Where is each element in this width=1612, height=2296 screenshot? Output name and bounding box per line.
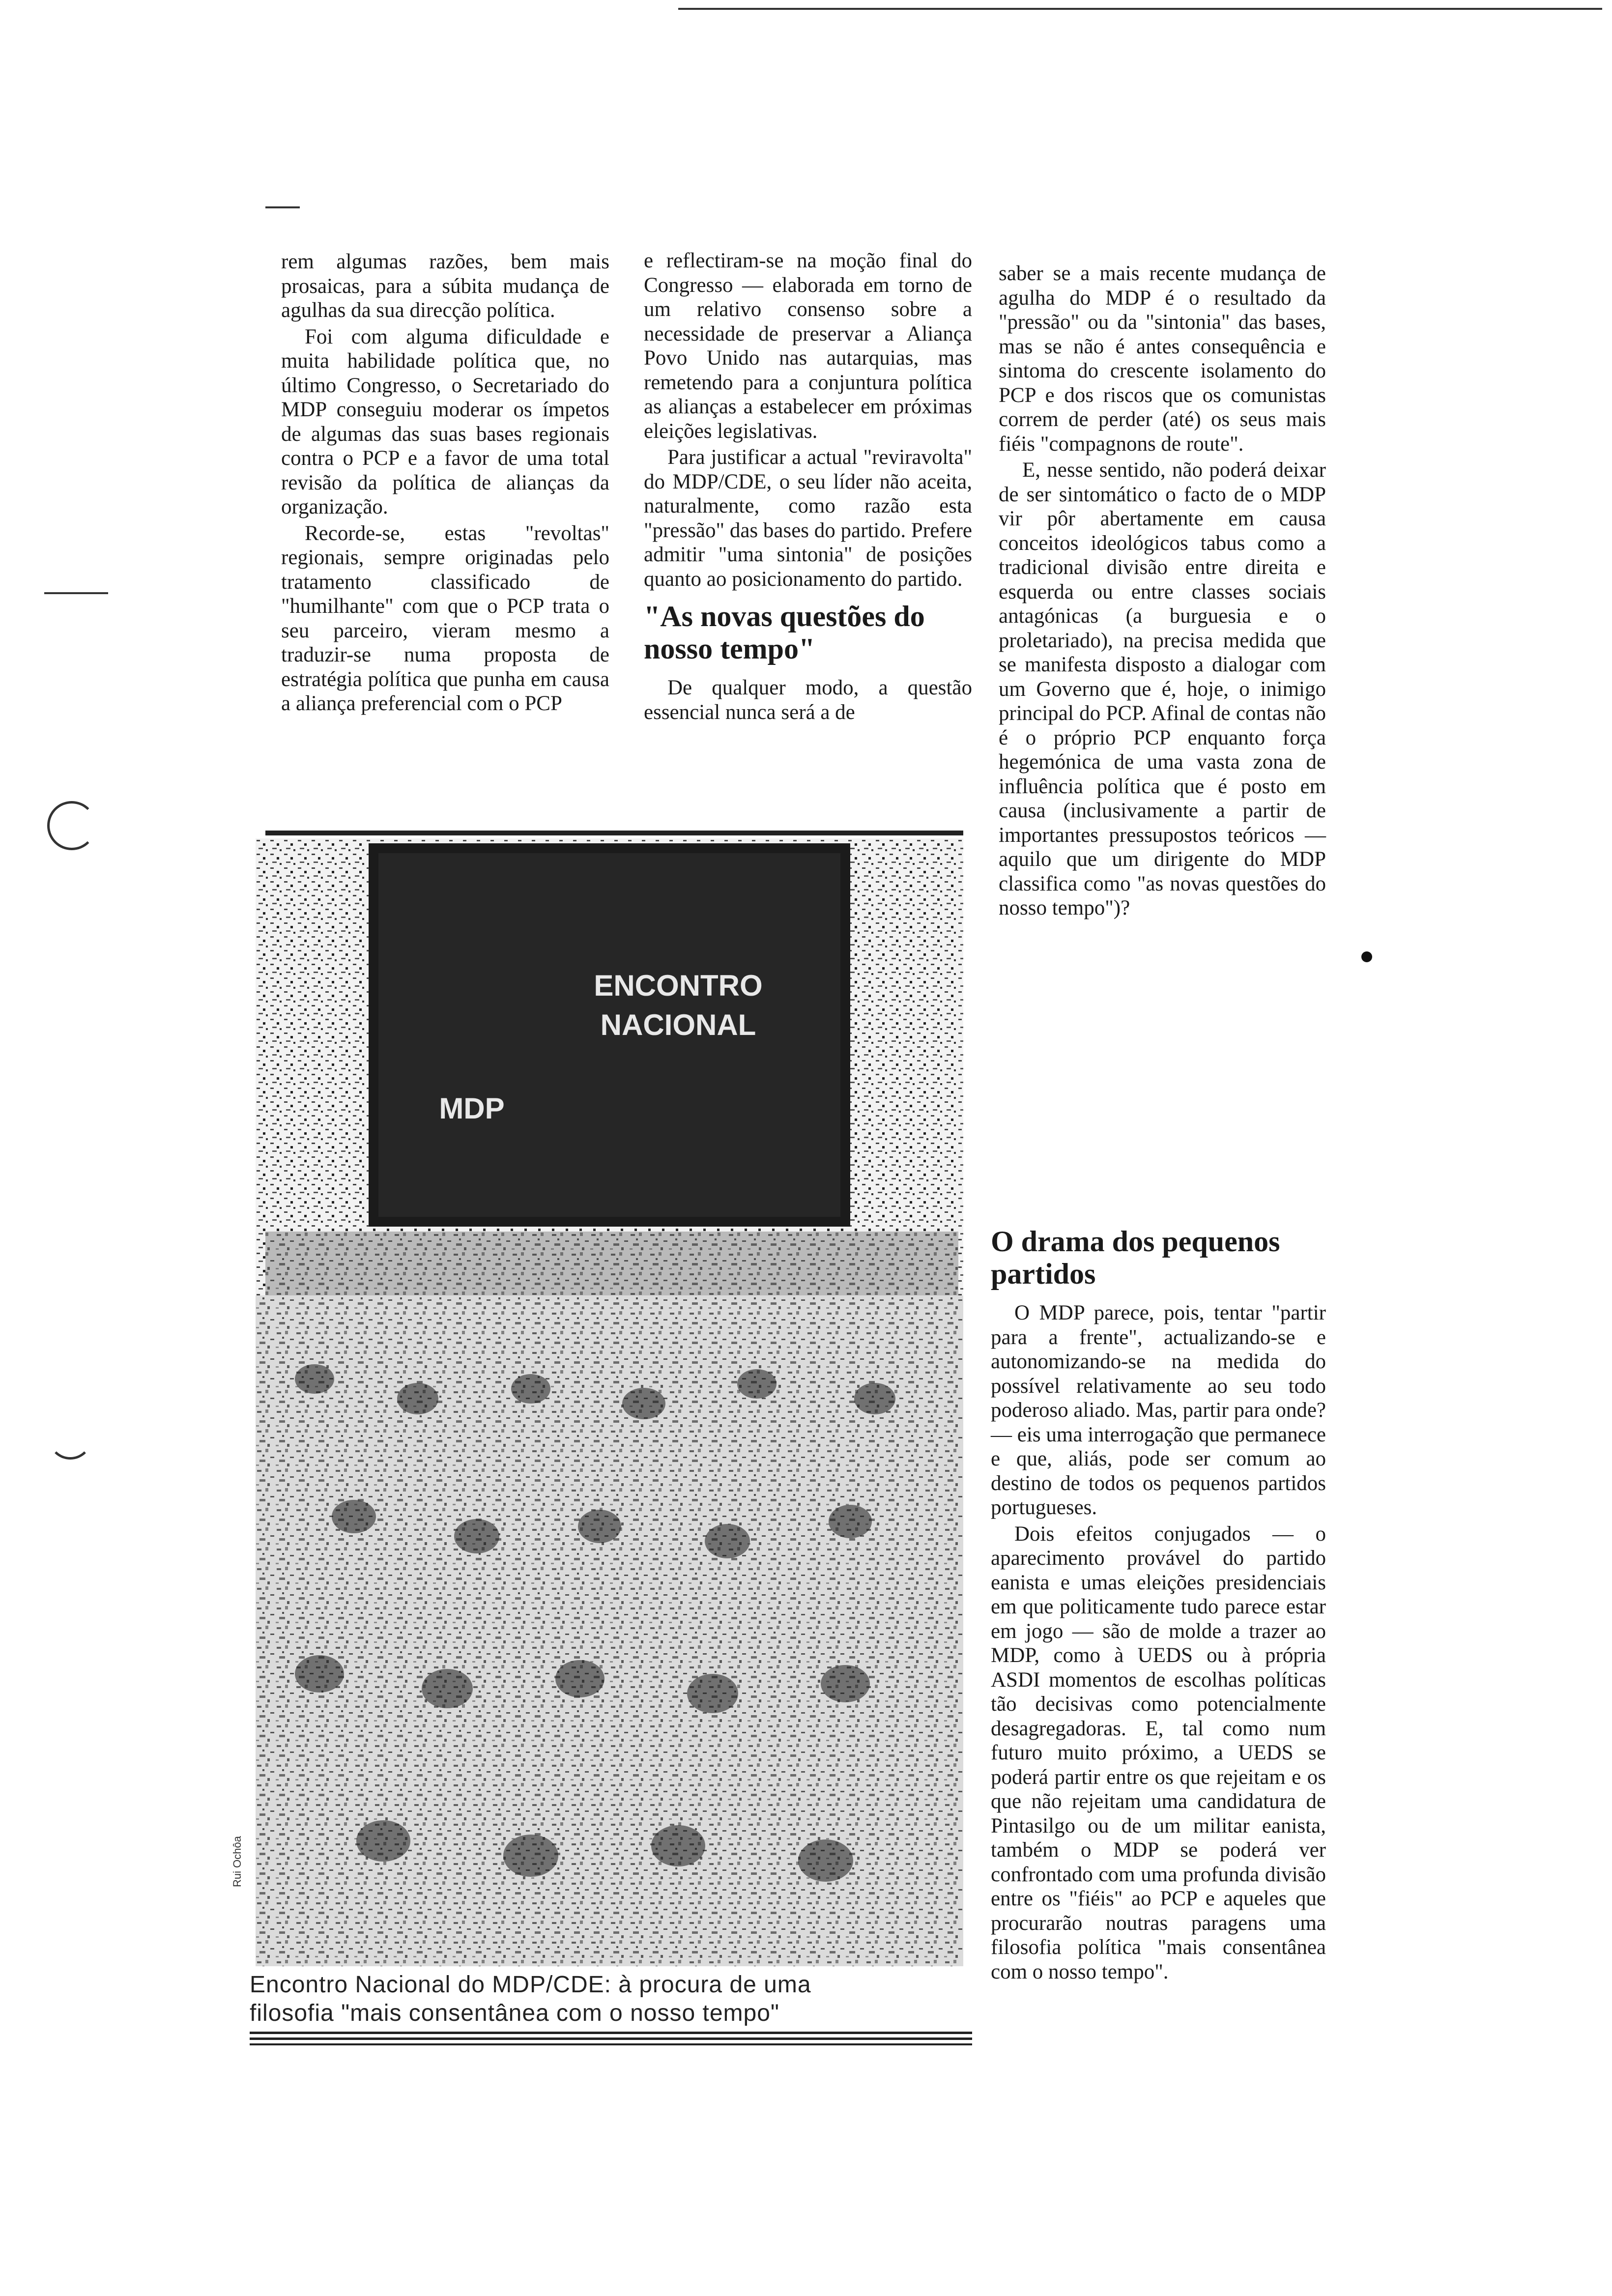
- paragraph: Dois efeitos conjugados — o aparecimento provável do partido eanista e umas eleições presidenciais em que politicamente tudo parece estar em jogo — são de molde a trazer ao MDP, como à UEDS ou à própria ASDI momentos de escolhas políticas tão decisivas como potencialmente desagregadoras. E, tal como num futuro muito próximo, a UEDS se poderá partir entre os que rejeitam e os que não rejeitam uma candidatura de Pintasilgo ou de um militar eanista, também o MDP se poderá ver confrontado com uma profunda divisão entre os "fiéis" ao PCP e aqueles que procurarão noutras paragens uma filosofia política "mais consentânea com o nosso tempo".: [991, 1522, 1326, 1983]
- caption-rule: [250, 2032, 972, 2034]
- paragraph: rem algumas razões, bem mais prosaicas, para a súbita mudança de agulhas da sua direcção política.: [281, 250, 609, 322]
- photo-credit: Rui Ochôa: [231, 1836, 243, 1887]
- margin-dash: [265, 206, 300, 208]
- caption-line: Encontro Nacional do MDP/CDE: à procura de uma: [250, 1972, 811, 1998]
- caption-line: filosofia "mais consentânea com o nosso tempo": [250, 2000, 779, 2026]
- margin-dash: [44, 592, 108, 594]
- photo-caption: [250, 1971, 977, 2028]
- article-column-3-lower: [991, 1216, 1326, 1984]
- article-column-2: [644, 249, 972, 724]
- photo-illustration: [256, 838, 963, 1966]
- paragraph: saber se a mais recente mudança de agulha do MDP é o resultado da "pressão" ou da "sintonia" das bases, mas se não é antes consequência e sintoma do crescente isolamento do PCP e dos riscos que os comunistas correm de perder (até) os seus mais fiéis "compagnons de route".: [999, 262, 1326, 456]
- paragraph: O MDP parece, pois, tentar "partir para a frente", actualizando-se e autonomizando-se na medida do possível relativamente ao seu todo poderoso aliado. Mas, partir para onde? — eis uma interrogação que permanece e que, aliás, pode ser comum ao destino de todos os pequenos partidos portugueses.: [991, 1301, 1326, 1519]
- photo-top-rule: [265, 831, 963, 835]
- caption-rule: [250, 2038, 972, 2040]
- paragraph: Para justificar a actual "reviravolta" do MDP/CDE, o seu líder não aceita, naturalmente, como razão esta "pressão" das bases do partido. Prefere admitir "uma sintonia" de posições quanto ao posicionamento do partido.: [644, 446, 972, 591]
- paragraph: E, nesse sentido, não poderá deixar de ser sintomático o facto de o MDP vir pôr abertamente em causa conceitos ideológicos tabus como a tradicional divisão entre direita e esquerda ou entre classes sociais antagónicas (a burguesia e o proletariado), na precisa medida que se manifesta disposto a dialogar com um Governo que é, hoje, o inimigo principal do PCP. Afinal de contas não é o próprio PCP enquanto força hegemónica de uma vasta zona de influência política que é posto em causa (inclusivamente a partir de importantes pressupostos teóricos — aquilo que um dirigente do MDP classifica como "as novas questões do nosso tempo")?: [999, 459, 1326, 919]
- banner-text: ENCONTRO: [594, 969, 763, 1002]
- paragraph: e reflectiram-se na moção final do Congresso — elaborada em torno de um relativo consenso sobre a necessidade de preservar a Aliança Povo Unido nas autarquias, mas remetendo para a conjuntura política as alianças a estabelecer em próximas eleições legislativas.: [644, 249, 972, 443]
- news-photo: [256, 838, 963, 1966]
- banner-text: NACIONAL: [600, 1008, 756, 1041]
- paragraph: Recorde-se, estas "revoltas" regionais, sempre originadas pelo tratamento classificado de "humilhante" com que o PCP trata o seu parceiro, vieram mesmo a traduzir-se numa proposta de estratégia política que punha em causa a aliança preferencial com o PCP: [281, 521, 609, 715]
- margin-circle-mark: [48, 1415, 92, 1460]
- section-subhead: "As novas questões do nosso tempo": [644, 600, 925, 665]
- caption-rule: [250, 2043, 972, 2045]
- section-subhead: O drama dos pequenos partidos: [991, 1225, 1280, 1290]
- margin-dot: [1361, 951, 1372, 962]
- article-column-1: [281, 250, 609, 716]
- margin-circle-mark: [47, 801, 96, 850]
- paragraph: De qualquer modo, a questão essencial nunca será a de: [644, 676, 972, 724]
- paragraph: Foi com alguma dificuldade e muita habilidade política que, no último Congresso, o Secretariado do MDP conseguiu moderar os ímpetos de algumas das suas bases regionais contra o PCP e a favor de uma total revisão da política de alianças da organização.: [281, 325, 609, 518]
- banner-text: MDP: [439, 1092, 505, 1125]
- page-top-rule: [678, 8, 1602, 10]
- article-column-3: [999, 261, 1326, 920]
